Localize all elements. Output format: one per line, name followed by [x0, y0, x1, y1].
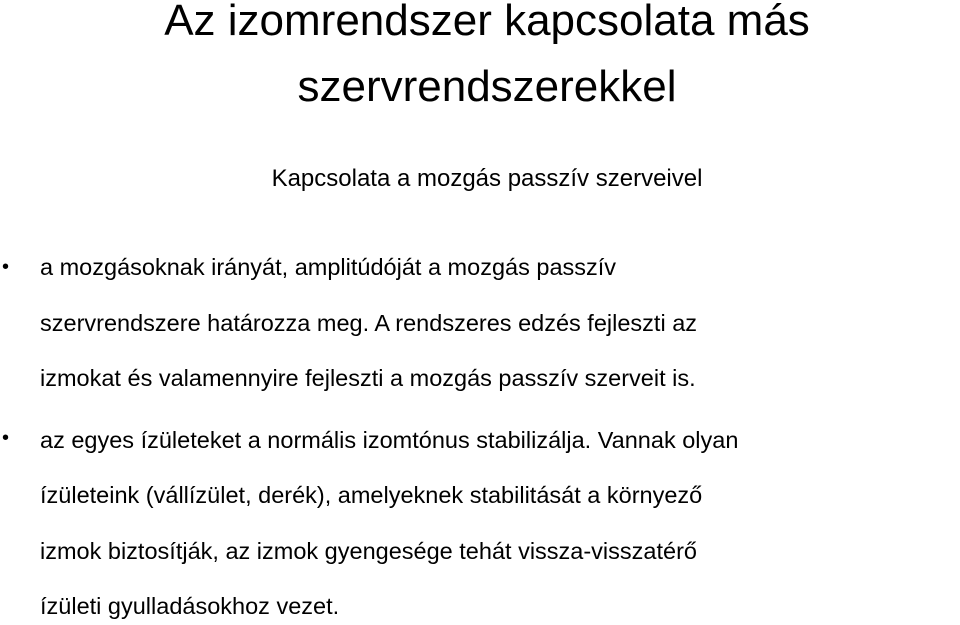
bullet-2-line-4: ízületi gyulladásokhoz vezet. — [40, 593, 340, 619]
bullet-2-line-1: az egyes ízületeket a normális izomtónus stabilizálja. Vannak olyan — [40, 427, 739, 453]
slide-title-line-1: Az izomrendszer kapcsolata más — [164, 0, 810, 45]
bullet-1-line-3: izmokat és valamennyire fejleszti a mozgás passzív szerveit is. — [40, 365, 696, 391]
bullet-1-line-2: szervrendszere határozza meg. A rendszeres edzés fejleszti az — [40, 310, 698, 336]
bullet-marker-1: • — [2, 256, 10, 278]
slide-title-line-2: szervrendszerekkel — [297, 62, 677, 111]
slide-title — [0, 0, 960, 120]
bullet-2-line-3: izmok biztosítják, az izmok gyengesége tehát vissza-visszatérő — [40, 538, 697, 564]
bullet-marker-2: • — [2, 427, 10, 449]
bullet-1-line-1: a mozgásoknak irányát, amplitúdóját a mozgás passzív — [40, 254, 617, 280]
bullet-2-line-2: ízületeink (vállízület, derék), amelyeknek stabilitását a környező — [40, 482, 703, 508]
slide-subtitle: Kapcsolata a mozgás passzív szerveivel — [271, 165, 703, 192]
